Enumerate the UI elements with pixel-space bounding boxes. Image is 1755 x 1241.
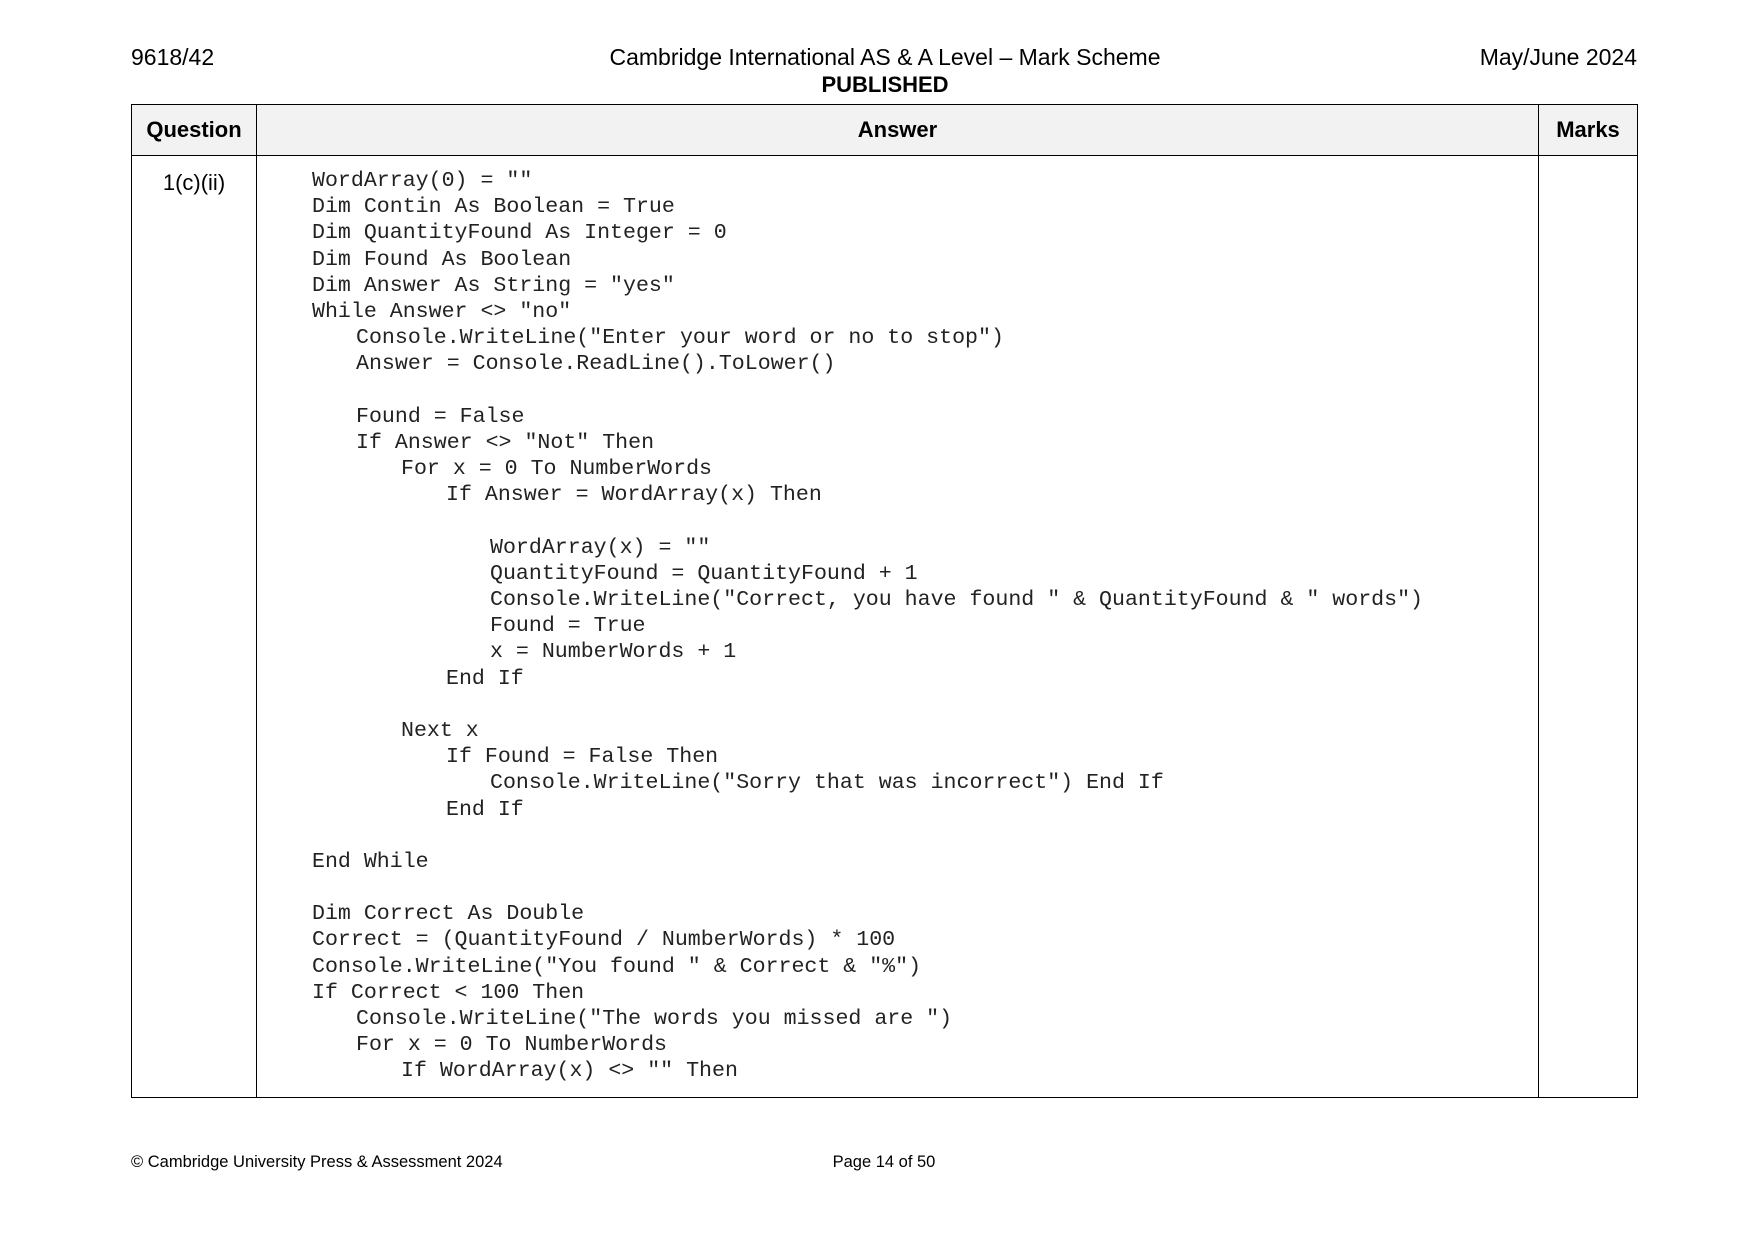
code-line: Next x — [401, 718, 479, 743]
code-line: WordArray(x) = "" — [490, 535, 711, 560]
code-line: Correct = (QuantityFound / NumberWords) * 100 — [312, 928, 896, 953]
marks-column-header: Marks — [1539, 105, 1638, 156]
code-line: Found = True — [490, 614, 646, 639]
code-line: Dim Contin As Boolean = True — [312, 195, 675, 220]
code-line: If Answer = WordArray(x) Then — [446, 483, 822, 508]
code-line: If Answer <> "Not" Then — [356, 430, 655, 455]
code-line: WordArray(0) = "" — [312, 169, 533, 193]
paper-code: 9618/42 — [131, 44, 215, 70]
code-line: QuantityFound = QuantityFound + 1 — [490, 561, 918, 586]
question-number: 1(c)(ii) — [132, 156, 257, 1098]
code-blank-line — [312, 875, 1538, 901]
code-line: For x = 0 To NumberWords — [401, 457, 713, 482]
code-blank-line — [312, 823, 1538, 849]
published-label: PUBLISHED — [821, 72, 949, 97]
code-line: Console.WriteLine("You found " & Correct & "%") — [312, 954, 922, 979]
mark-scheme-table — [131, 104, 1638, 1098]
code-line: If Correct < 100 Then — [312, 980, 585, 1005]
code-line: Dim Answer As String = "yes" — [312, 273, 675, 298]
code-line: Dim Correct As Double — [312, 902, 585, 927]
table-row — [132, 156, 1638, 1098]
code-line: Answer = Console.ReadLine().ToLower() — [356, 352, 836, 377]
code-line: Found = False — [356, 404, 525, 429]
code-line: While Answer <> "no" — [312, 299, 572, 324]
code-line: End While — [312, 849, 429, 874]
code-line: Console.WriteLine("The words you missed are ") — [356, 1007, 953, 1031]
code-line: Console.WriteLine("Sorry that was incorrect") End If — [490, 771, 1164, 796]
code-line: End If — [446, 666, 524, 691]
answer-cell — [257, 156, 1539, 1098]
document-title: Cambridge International AS & A Level – Mark Scheme — [609, 44, 1161, 70]
code-line: Dim Found As Boolean — [312, 247, 572, 272]
code-line: If WordArray(x) <> "" Then — [401, 1059, 738, 1084]
code-line: Dim QuantityFound As Integer = 0 — [312, 221, 727, 246]
marks-cell — [1539, 156, 1638, 1098]
code-line: For x = 0 To NumberWords — [356, 1033, 668, 1058]
code-blank-line — [312, 692, 1538, 718]
copyright-notice: © Cambridge University Press & Assessment 2024 — [131, 1153, 503, 1171]
question-column-header: Question — [132, 105, 257, 156]
code-line: End If — [446, 797, 524, 822]
page-number: Page 14 of 50 — [832, 1153, 936, 1171]
code-line: Console.WriteLine("Correct, you have found " & QuantityFound & " words") — [490, 588, 1424, 612]
table-header-row — [132, 105, 1638, 156]
code-listing — [312, 168, 1538, 1085]
exam-session: May/June 2024 — [1479, 44, 1637, 70]
code-blank-line — [312, 378, 1538, 404]
answer-column-header: Answer — [257, 105, 1539, 156]
code-line: x = NumberWords + 1 — [490, 640, 737, 665]
code-line: Console.WriteLine("Enter your word or no to stop") — [356, 326, 1004, 351]
code-blank-line — [312, 508, 1538, 534]
code-line: If Found = False Then — [446, 745, 719, 770]
